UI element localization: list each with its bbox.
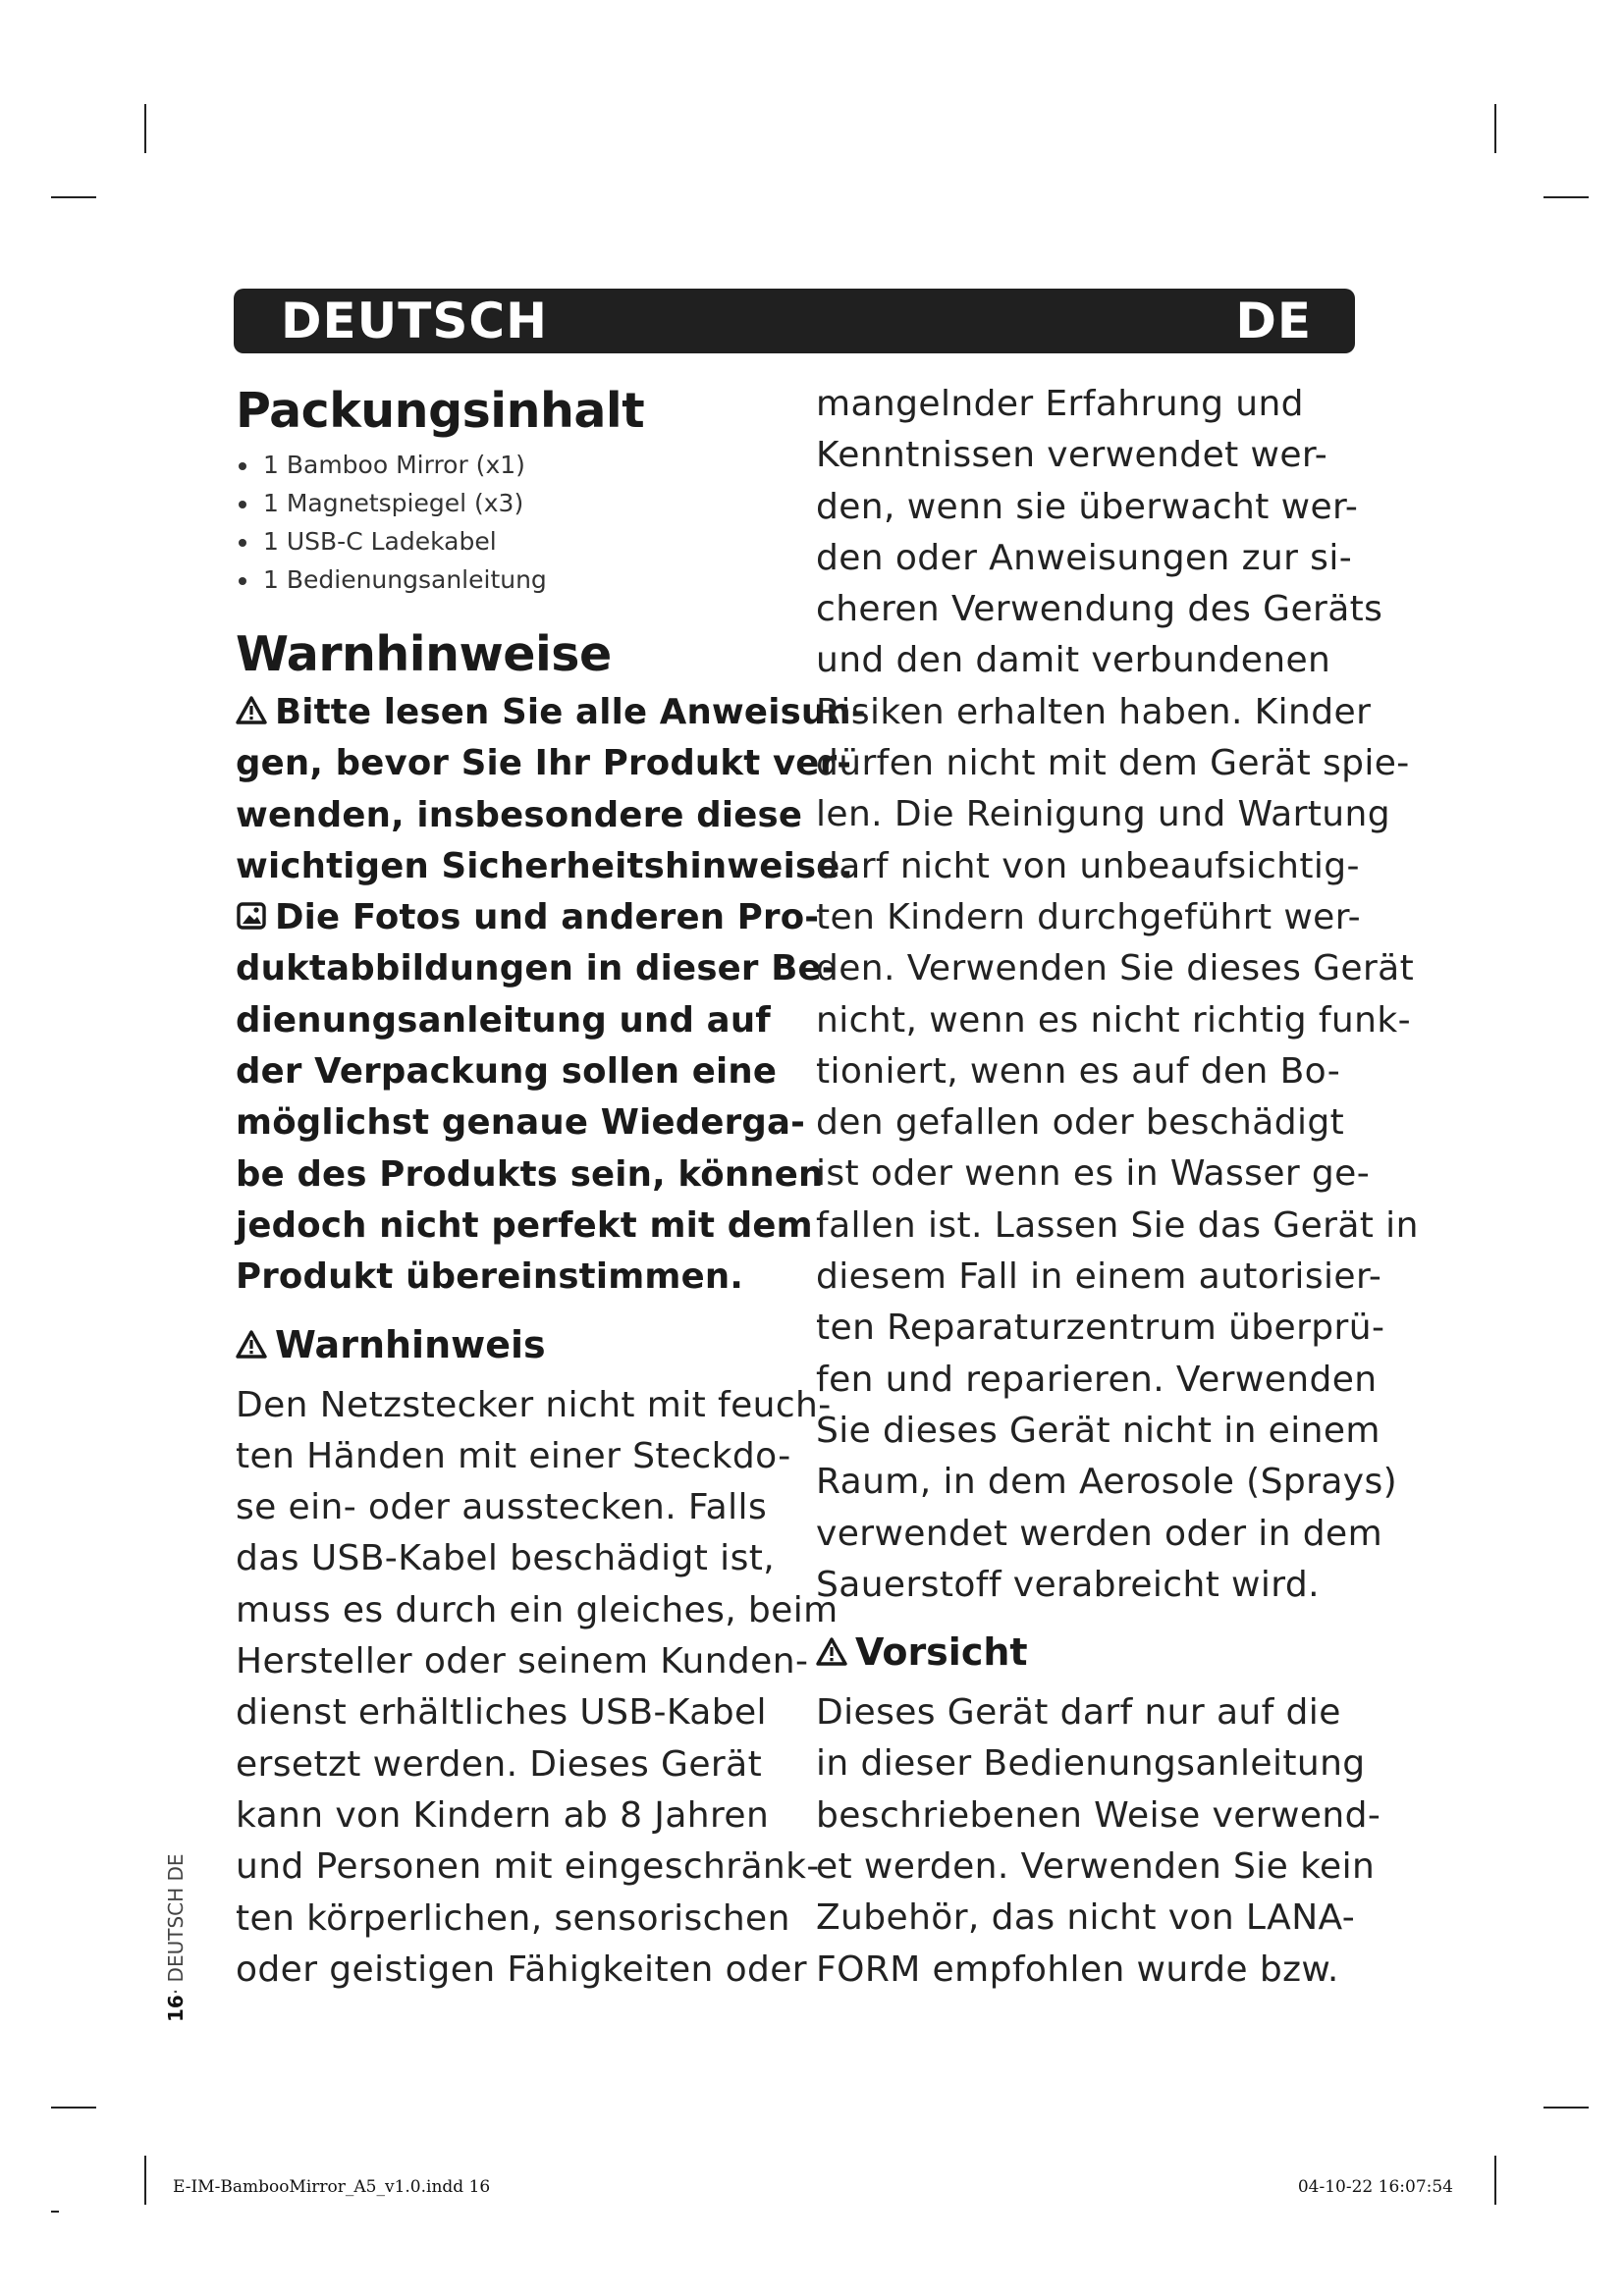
text-line: den oder Anweisungen zur si- bbox=[816, 537, 1353, 578]
text-line: nicht, wenn es nicht richtig funk- bbox=[816, 999, 1412, 1041]
warnhinweise-intro bbox=[236, 687, 866, 1304]
warning-triangle-icon bbox=[236, 1329, 267, 1361]
list-item: 1 Bamboo Mirror (x1) bbox=[236, 446, 785, 484]
warnhinweis-subheading: Warnhinweis bbox=[236, 1319, 785, 1370]
text-line: jedoch nicht perfekt mit dem bbox=[236, 1204, 813, 1246]
text-line: muss es durch ein gleiches, beim bbox=[236, 1589, 839, 1630]
footer-file-name: E-IM-BambooMirror_A5_v1.0.indd 16 bbox=[173, 2177, 491, 2197]
text-line: den. Verwenden Sie dieses Gerät bbox=[816, 948, 1415, 989]
text-line: et werden. Verwenden Sie kein bbox=[816, 1846, 1376, 1888]
list-item: 1 Bedienungsanleitung bbox=[236, 561, 785, 599]
crop-mark bbox=[51, 2211, 59, 2213]
crop-mark bbox=[1543, 196, 1589, 198]
text-line: verwendet werden oder in dem bbox=[816, 1513, 1383, 1554]
text-line: Zubehör, das nicht von LANA- bbox=[816, 1897, 1356, 1939]
text-line: darf nicht von unbeaufsichtig- bbox=[816, 845, 1360, 886]
text-line: oder geistigen Fähigkeiten oder bbox=[236, 1949, 808, 1990]
crop-mark bbox=[144, 104, 146, 153]
text-line: Kenntnissen verwendet wer- bbox=[816, 435, 1328, 476]
text-line: dienst erhältliches USB-Kabel bbox=[236, 1692, 767, 1734]
text-line: Sie dieses Gerät nicht in einem bbox=[816, 1410, 1380, 1451]
warnhinweis-body-left bbox=[236, 1380, 839, 1997]
header-language-title: DEUTSCH bbox=[281, 293, 548, 349]
warnhinweis-body-right bbox=[816, 379, 1419, 1611]
crop-mark bbox=[51, 2107, 96, 2109]
language-header-bar bbox=[234, 289, 1355, 353]
text-line: dienungsanleitung und auf bbox=[236, 999, 771, 1041]
text-line: und Personen mit eingeschränk- bbox=[236, 1846, 820, 1888]
crop-mark bbox=[51, 196, 96, 198]
crop-mark bbox=[1494, 104, 1496, 153]
text-line: Produkt übereinstimmen. bbox=[236, 1256, 744, 1298]
text-line: Risiken erhalten haben. Kinder bbox=[816, 691, 1372, 732]
text-line: len. Die Reinigung und Wartung bbox=[816, 794, 1390, 835]
right-column bbox=[816, 379, 1419, 1996]
text-line: cheren Verwendung des Geräts bbox=[816, 589, 1383, 630]
text-line: wichtigen Sicherheitshinweise. bbox=[236, 845, 854, 886]
text-line: fen und reparieren. Verwenden bbox=[816, 1359, 1378, 1400]
page-side-label bbox=[159, 1728, 192, 2022]
text-line: gen, bevor Sie Ihr Produkt ver- bbox=[236, 743, 852, 784]
text-line: ten Reparaturzentrum überprü- bbox=[816, 1308, 1385, 1349]
text-line: Raum, in dem Aerosole (Sprays) bbox=[816, 1462, 1398, 1503]
text-line: beschriebenen Weise verwend- bbox=[816, 1794, 1381, 1836]
text-line: möglichst genaue Wiederga- bbox=[236, 1102, 806, 1144]
page-section-label: · DEUTSCH DE bbox=[164, 1853, 188, 1996]
text-line: den gefallen oder beschädigt bbox=[816, 1102, 1345, 1144]
text-line: wenden, insbesondere diese bbox=[236, 794, 803, 835]
text-line: Den Netzstecker nicht mit feuch- bbox=[236, 1384, 832, 1425]
crop-mark bbox=[144, 2156, 146, 2205]
text-line: in dieser Bedienungsanleitung bbox=[816, 1743, 1366, 1785]
text-line: duktabbildungen in dieser Be- bbox=[236, 948, 837, 989]
left-column bbox=[236, 379, 866, 1996]
list-item: 1 Magnetspiegel (x3) bbox=[236, 484, 785, 522]
package-contents-list bbox=[236, 446, 785, 599]
text-line: das USB-Kabel beschädigt ist, bbox=[236, 1538, 776, 1579]
vorsicht-subheading: Vorsicht bbox=[816, 1627, 1376, 1678]
text-line: dürfen nicht mit dem Gerät spie- bbox=[816, 743, 1410, 784]
text-line: Sauerstoff verabreicht wird. bbox=[816, 1564, 1320, 1605]
text-line: diesem Fall in einem autorisier- bbox=[816, 1256, 1382, 1298]
photo-icon bbox=[236, 900, 267, 932]
text-line: Die Fotos und anderen Pro- bbox=[236, 892, 785, 943]
list-item: 1 USB-C Ladekabel bbox=[236, 522, 785, 561]
text-line: der Verpackung sollen eine bbox=[236, 1051, 778, 1093]
crop-mark bbox=[1494, 2156, 1496, 2205]
warnhinweise-heading: Warnhinweise bbox=[236, 626, 612, 682]
page-number: 16 bbox=[164, 1995, 188, 2022]
crop-mark bbox=[1543, 2107, 1589, 2109]
text-line: se ein- oder ausstecken. Falls bbox=[236, 1487, 768, 1528]
header-language-code: DE bbox=[1235, 293, 1312, 349]
text-line: den, wenn sie überwacht wer- bbox=[816, 486, 1359, 527]
text-line: be des Produkts sein, können bbox=[236, 1153, 824, 1195]
text-line: ten Händen mit einer Steckdo- bbox=[236, 1435, 791, 1476]
text-line: mangelnder Erfahrung und bbox=[816, 384, 1304, 424]
text-line: ten Kindern durchgeführt wer- bbox=[816, 896, 1362, 937]
text-line: Hersteller oder seinem Kunden- bbox=[236, 1641, 809, 1682]
text-line: fallen ist. Lassen Sie das Gerät in bbox=[816, 1204, 1419, 1246]
text-line: ten körperlichen, sensorischen bbox=[236, 1897, 790, 1939]
footer-timestamp: 04-10-22 16:07:54 bbox=[1297, 2177, 1453, 2197]
text-line: und den damit verbundenen bbox=[816, 640, 1331, 681]
warning-triangle-icon bbox=[816, 1636, 847, 1668]
packungsinhalt-heading: Packungsinhalt bbox=[236, 383, 645, 439]
text-line: FORM empfohlen wurde bzw. bbox=[816, 1949, 1339, 1990]
vorsicht-body bbox=[816, 1687, 1381, 1996]
text-line: tioniert, wenn es auf den Bo- bbox=[816, 1050, 1341, 1092]
text-line: Bitte lesen Sie alle Anweisun- bbox=[236, 687, 785, 738]
text-line: ersetzt werden. Dieses Gerät bbox=[236, 1743, 763, 1785]
warning-triangle-icon bbox=[236, 695, 267, 726]
text-line: Dieses Gerät darf nur auf die bbox=[816, 1692, 1341, 1734]
text-line: ist oder wenn es in Wasser ge- bbox=[816, 1153, 1371, 1195]
text-line: kann von Kindern ab 8 Jahren bbox=[236, 1794, 770, 1836]
